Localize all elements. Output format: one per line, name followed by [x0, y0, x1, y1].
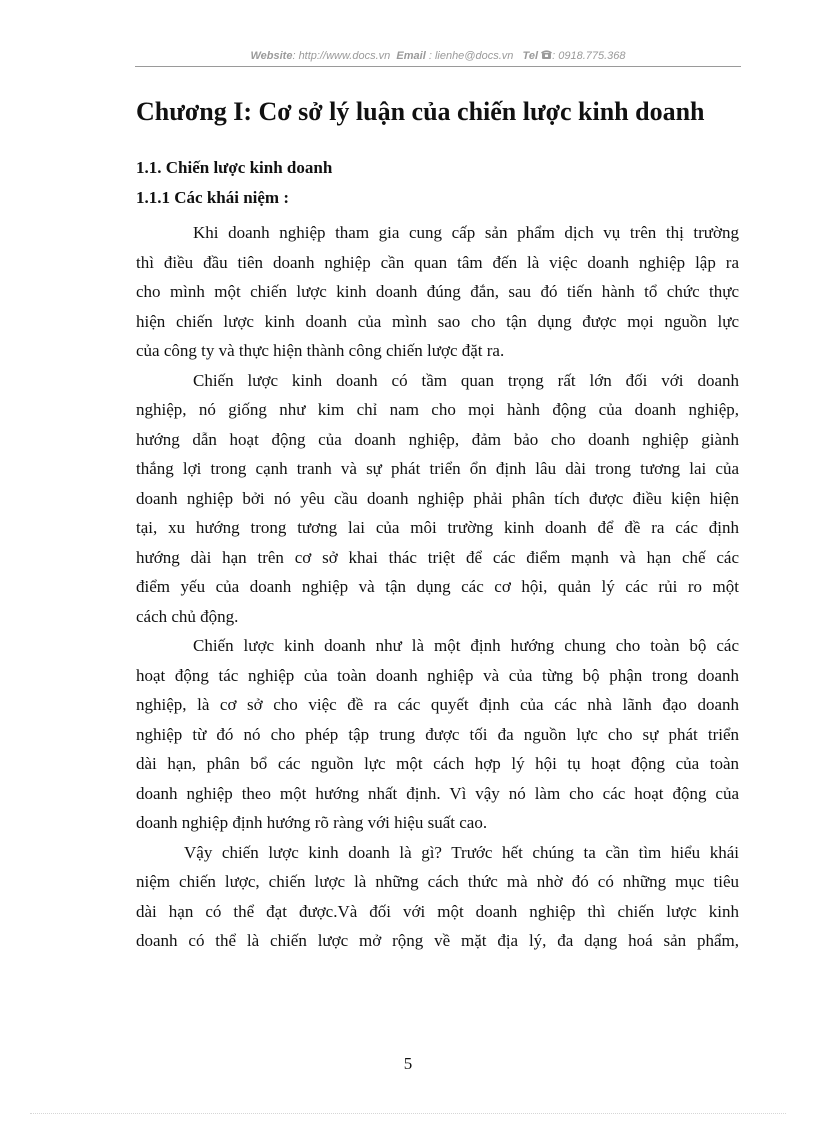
website-value: : http://www.docs.vn	[292, 50, 391, 62]
text-line: niệm chiến lược, chiến lược là những cách thức mà nhờ đó có những mục tiêu	[136, 872, 739, 891]
text-line: cách chủ động.	[136, 606, 239, 626]
section-heading: 1.1. Chiến lược kinh doanh	[136, 158, 333, 177]
text-line: thì điều đầu tiên doanh nghiệp cần quan tâm đến là việc doanh nghiệp lập ra	[136, 252, 739, 272]
phone-icon	[541, 49, 552, 65]
paragraph-3	[136, 631, 739, 838]
paragraph-2	[136, 366, 739, 632]
text-line: doanh nghiệp định hướng rõ ràng với hiệu suất cao.	[136, 813, 488, 832]
page-header	[135, 48, 741, 67]
text-line: cho mình một chiến lược kinh doanh đúng đắn, sau đó tiến hành tổ chức thực	[136, 282, 739, 301]
subsection-heading: 1.1.1 Các khái niệm :	[136, 188, 289, 207]
text-line: Chiến lược kinh doanh có tầm quan trọng rất lớn đối với doanh	[193, 370, 739, 390]
text-line: hoạt động tác nghiệp của toàn doanh nghiệp và của từng bộ phận trong doanh	[136, 665, 739, 685]
text-line: nghiệp từ đó nó cho phép tập trung được tối đa nguồn lực cho sự phát triển	[136, 724, 739, 744]
page-number: 5	[403, 1054, 413, 1073]
tel-label: Tel	[522, 50, 539, 62]
website-label: Website	[250, 50, 293, 62]
tel-value: : 0918.775.368	[552, 50, 626, 62]
paragraph-4	[136, 838, 739, 956]
text-line: nghiệp, là cơ sở cho việc đề ra các quyết định của các nhà lãnh đạo doanh	[136, 695, 739, 714]
email-label: Email	[396, 50, 426, 62]
chapter-title: Chương I: Cơ sở lý luận của chiến lược kinh doanh	[136, 97, 705, 126]
email-value: : lienhe@docs.vn	[428, 50, 514, 62]
text-line: điểm yếu của doanh nghiệp và tận dụng các cơ hội, quản lý các rủi ro một	[136, 577, 739, 596]
text-line: nghiệp, nó giống như kim chỉ nam cho mọi hành động của doanh nghiệp,	[136, 400, 739, 419]
text-line: doanh nghiệp theo một hướng nhất định. Vì vậy nó làm cho các hoạt động của	[136, 783, 739, 803]
text-line: của công ty và thực hiện thành công chiến lược đặt ra.	[136, 341, 505, 360]
text-line: tại, xu hướng trong tương lai của môi trường kinh doanh để đề ra các định	[136, 518, 739, 537]
text-line: Khi doanh nghiệp tham gia cung cấp sản phẩm dịch vụ trên thị trường	[193, 223, 739, 242]
page-bottom-divider	[30, 1113, 786, 1114]
text-line: dài hạn có thể đạt được.Và đối với một doanh nghiệp thì chiến lược kinh	[136, 901, 739, 921]
text-line: Chiến lược kinh doanh như là một định hướng chung cho toàn bộ các	[193, 636, 739, 655]
text-line: doanh nghiệp bởi nó yêu cầu doanh nghiệp phải phân tích được điều kiện hiện	[136, 488, 739, 508]
text-line: doanh có thể là chiến lược mở rộng về mặt địa lý, đa dạng hoá sản phẩm,	[136, 931, 739, 950]
text-line: dài hạn, phân bổ các nguồn lực một cách hợp lý hội tụ hoạt động của toàn	[136, 754, 739, 773]
text-line: hướng dẫn hoạt động của doanh nghiệp, đảm bảo cho doanh nghiệp giành	[136, 429, 739, 449]
text-line: Vậy chiến lược kinh doanh là gì? Trước hết chúng ta cần tìm hiểu khái	[184, 842, 739, 862]
paragraph-1	[136, 218, 739, 366]
text-line: thắng lợi trong cạnh tranh và sự phát triển ổn định lâu dài trong tương lai của	[136, 459, 739, 478]
text-line: hướng dài hạn trên cơ sở khai thác triệt để các điểm mạnh và hạn chế các	[136, 547, 739, 567]
text-line: hiện chiến lược kinh doanh của mình sao cho tận dụng được mọi nguồn lực	[136, 311, 739, 331]
body-text	[136, 218, 739, 956]
